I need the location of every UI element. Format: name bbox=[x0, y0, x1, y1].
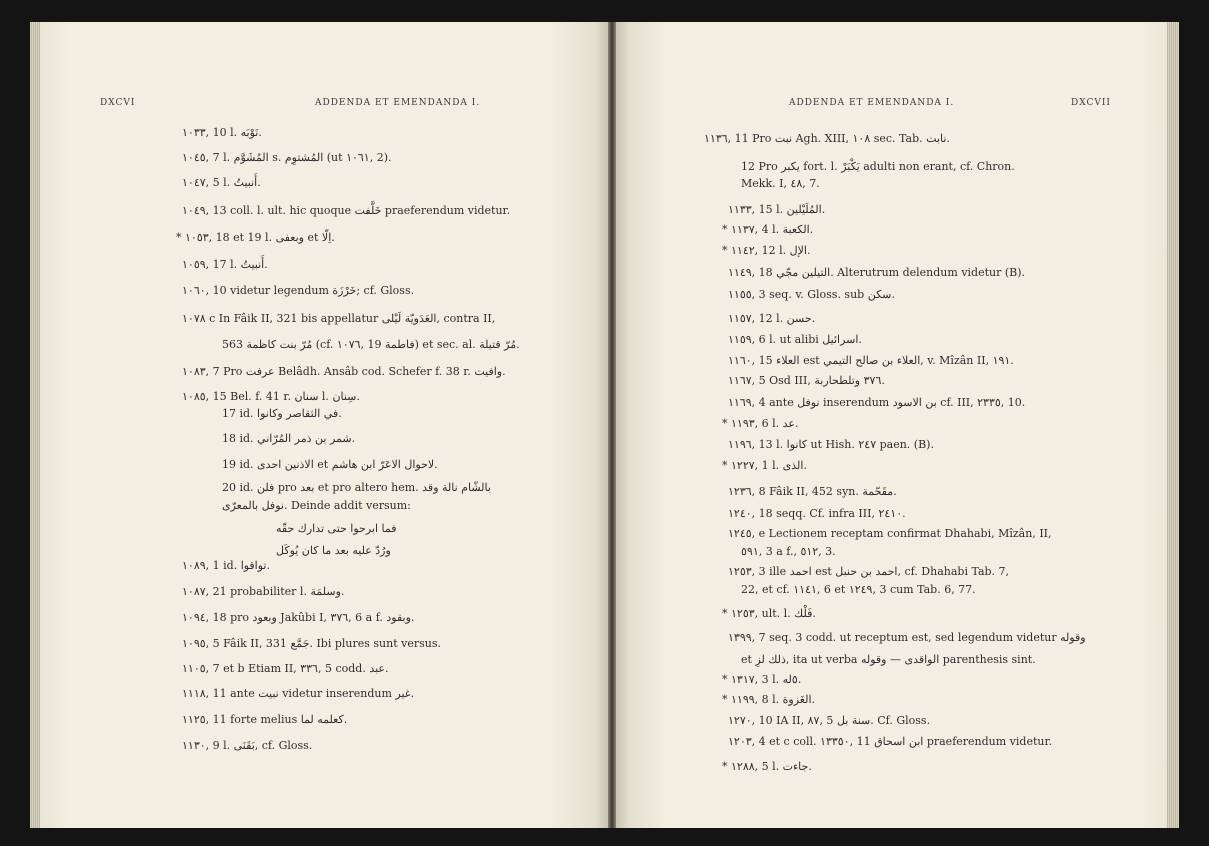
text-line: ١٠٨٩, 1 id. تواقوا. bbox=[182, 559, 270, 572]
text-line: Mekk. I, ٤٨, 7. bbox=[741, 177, 820, 190]
text-line: * ١١٩٣, 6 l. عد. bbox=[722, 417, 799, 430]
open-book bbox=[30, 22, 1179, 828]
text-line: 17 id. في الثقاصر وكانوا. bbox=[222, 407, 342, 420]
text-line: ١١٣٠, 9 l. بَقَنَى, cf. Gloss. bbox=[182, 739, 313, 752]
text-line: ١١٠٥, 7 et b Etiam II, ٣٣٦, 5 codd. عبد. bbox=[182, 662, 389, 675]
text-line: ١٠٨٣, 7 Pro عرفت Belâdh. Ansâb cod. Schefer f. 38 r. وافيت. bbox=[182, 365, 506, 378]
text-line: ١١٥٧, 12 l. حسن. bbox=[728, 312, 816, 325]
text-line: * ١٢٥٣, ult. l. فَلْك. bbox=[722, 607, 816, 620]
text-line: * ١٢٢٧, 1 l. الذى. bbox=[722, 459, 807, 472]
text-line: ١٠٥٩, 17 l. أَنبيتُ. bbox=[182, 258, 268, 271]
left-page bbox=[30, 22, 608, 828]
page-edges bbox=[30, 22, 40, 828]
text-line: * ١٠٥٣, 18 et 19 l. وبعفى et اِلّا. bbox=[176, 231, 335, 244]
text-line: ١٠٨٥, 15 Bel. f. 41 r. سنان l. سِنان. bbox=[182, 390, 360, 403]
page-edges bbox=[1167, 22, 1179, 828]
text-line: ١١٥٥, 3 seq. v. Gloss. sub سكن. bbox=[728, 288, 895, 301]
text-line: * ١٢٨٨, 5 l. جاءت. bbox=[722, 760, 812, 773]
text-line: ١٢٣٦, 8 Fâik II, 452 syn. مقَحّمة. bbox=[728, 485, 897, 498]
text-line: ١٠٩٤, 18 pro وبعود Jakûbi I, ٣٧٦, 6 a f. وبقود. bbox=[182, 611, 415, 624]
text-line: ١٢٤٠, 18 seqq. Cf. infra III, ٢٤١٠. bbox=[728, 507, 906, 520]
text-line: ١٢٠٣, 4 et c coll. ١٣٣٥٠, 11 ابن اسحاق praeferendum videtur. bbox=[728, 735, 1053, 748]
text-line: et ذلك لزِ, ita ut verba الواقدى — وقوله parenthesis sint. bbox=[741, 653, 1036, 666]
text-line: ١١٣٣, 15 l. المُلَيْلين. bbox=[728, 203, 826, 216]
left-running-head: ADDENDA ET EMENDANDA I. bbox=[315, 98, 481, 108]
text-line: ١٢٧٠, 10 IA II, ٨٧, 5 سنة بل. Cf. Gloss. bbox=[728, 714, 931, 727]
book-gutter bbox=[608, 22, 616, 828]
left-page-number: DXCVI bbox=[100, 98, 136, 108]
text-line: نوفل بالمعرّى. Deinde addit versum: bbox=[222, 499, 411, 512]
text-line: ١١٤٩, 18 التيلين مجّي. Alterutrum delendum videtur (B). bbox=[728, 266, 1026, 279]
text-line: 563 مُرّ بنت كاظمة (cf. ١٠٧٦, 19 فاطمة) et sec. al. مُرّ قتيلة. bbox=[222, 338, 520, 351]
text-line: ١٣٩٩, 7 seq. 3 codd. ut receptum est, sed legendum videtur وقوله bbox=[728, 631, 1086, 644]
text-line: 12 Pro يكبر fort. l. يَكْبَرْ adulti non erant, cf. Chron. bbox=[741, 160, 1015, 173]
text-line: 18 id. شمر بن ذمر المُرّاني. bbox=[222, 432, 356, 445]
text-line: ١٠٨٧, 21 probabiliter l. وسلمَة. bbox=[182, 585, 345, 598]
text-line: ١٠٤٥, 7 l. المُشَوَّم s. المُشتوِم (ut ١٠٦١, 2). bbox=[182, 151, 392, 164]
text-line: ورُدّ عليه بعد ما كان يُوكَل bbox=[276, 544, 391, 557]
text-line: 22, et cf. ١١٤١, 6 et ١٢٤٩, 3 cum Tab. 6, 77. bbox=[741, 583, 976, 596]
text-line: ١٠٤٧, 5 l. أَنبيتُ. bbox=[182, 176, 261, 189]
text-line: * ١١٩٩, 8 l. الغَزوة. bbox=[722, 693, 815, 706]
text-line: ١٠٣٣, 10 l. نَوْبَه. bbox=[182, 126, 262, 139]
text-line: ١١٩٦, 13 l. كانوا ut Hish. ٢٤٧ paen. (B). bbox=[728, 438, 934, 451]
right-page bbox=[616, 22, 1179, 828]
text-line: ١١٦٩, 4 ante نوفل inserendum بن الاسود cf. III, ٢٣٣٥, 10. bbox=[728, 396, 1026, 409]
text-line: ١٢٥٣, 3 ille احمد est احمد بن حنبل, cf. Dhahabi Tab. 7, bbox=[728, 565, 1010, 578]
right-running-head: ADDENDA ET EMENDANDA I. bbox=[789, 98, 955, 108]
text-line: ١٠٦٠, 10 videtur legendum خَرْزَة; cf. Gloss. bbox=[182, 284, 415, 297]
text-line: ١٠٤٩, 13 coll. l. ult. hic quoque خَلَّفت praeferendum videtur. bbox=[182, 204, 511, 217]
text-line: ٥٩١, 3 a f., ٥١٢, 3. bbox=[741, 545, 836, 558]
text-line: ١٢٤٥, e Lectionem receptam confirmat Dhahabi, Mîzân, II, bbox=[728, 527, 1052, 540]
right-page-number: DXCVII bbox=[1071, 98, 1111, 108]
text-line: 20 id. فلن pro بعد et pro altero hem. بالشّام نالة وقد bbox=[222, 481, 491, 494]
text-line: ١١٢٥, 11 forte melius كعلمه لما. bbox=[182, 713, 348, 726]
text-line: ١١٣٦, 11 Pro نبت Agh. XIII, ١٠٨ sec. Tab. نابت. bbox=[704, 132, 950, 145]
text-line: * ١١٣٧, 4 l. الكعبة. bbox=[722, 223, 814, 236]
text-line: ١١١٨, 11 ante نبيت videtur inserendum غير. bbox=[182, 687, 415, 700]
text-line: ١٠٧٨ c In Fâik II, 321 bis appellatur العَدَويّة لَيْلى, contra II, bbox=[182, 312, 496, 325]
text-line: * ١٣١٧, 3 l. ٥له. bbox=[722, 673, 802, 686]
text-line: فما ابرحوا حتى تدارك حقّه bbox=[276, 522, 397, 535]
text-line: ١١٦٠, 15 العلاء est العلاء بن صالح التيمي, v. Mîzân II, ١٩١. bbox=[728, 354, 1014, 367]
text-line: 19 id. الاذنين احدى et لاحوال الاعَرّ ابن هاشم. bbox=[222, 458, 438, 471]
text-line: ١٠٩٥, 5 Fâik II, 331 جَمَّع. Ibi plures sunt versus. bbox=[182, 637, 441, 650]
text-line: ١١٥٩, 6 l. ut alibi اسرائيل. bbox=[728, 333, 862, 346]
text-line: ١١٦٧, 5 Osd III, ٣٧٦ وتلطحاربة. bbox=[728, 374, 885, 387]
text-line: * ١١٤٢, 12 l. الإل. bbox=[722, 244, 811, 257]
